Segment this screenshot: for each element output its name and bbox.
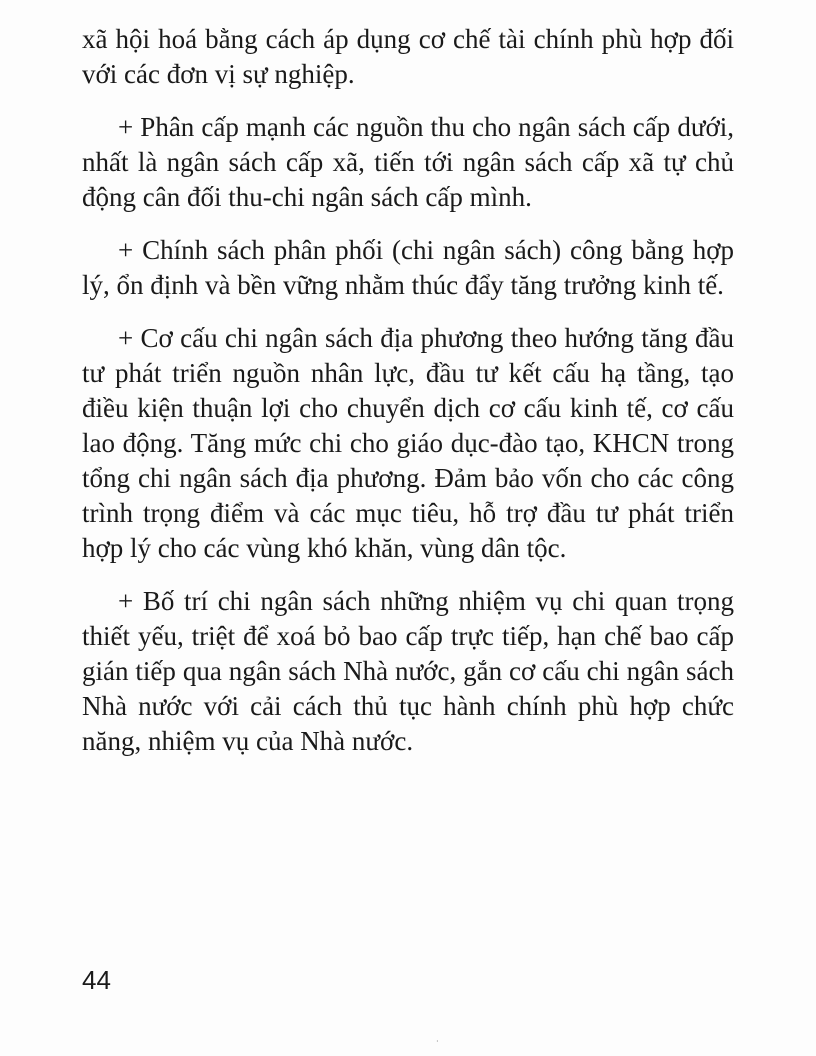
body-text — [82, 22, 734, 777]
paragraph-revenue-decentralization: + Phân cấp mạnh các nguồn thu cho ngân sách cấp dưới, nhất là ngân sách cấp xã, tiến tới ngân sách cấp xã tự chủ động cân đối thu-chi ngân sách cấp mình. — [82, 112, 734, 212]
paragraph-continuation: xã hội hoá bằng cách áp dụng cơ chế tài chính phù hợp đối với các đơn vị sự nghiệp. — [82, 24, 734, 89]
page-number: 44 — [82, 965, 111, 995]
scan-speck: · — [436, 1037, 439, 1046]
paragraph-spending-allocation: + Bố trí chi ngân sách những nhiệm vụ chi quan trọng thiết yếu, triệt để xoá bỏ bao cấp trực tiếp, hạn chế bao cấp gián tiếp qua ngân sách Nhà nước, gắn cơ cấu chi ngân sách Nhà nước với cải cách thủ tục hành chính phù hợp chức năng, nhiệm vụ của Nhà nước. — [82, 586, 734, 756]
paragraph-local-spending-structure: + Cơ cấu chi ngân sách địa phương theo hướng tăng đầu tư phát triển nguồn nhân lực, đầu tư kết cấu hạ tầng, tạo điều kiện thuận lợi cho chuyển dịch cơ cấu kinh tế, cơ cấu lao động. Tăng mức chi cho giáo dục-đào tạo, KHCN trong tổng chi ngân sách địa phương. Đảm bảo vốn cho các công trình trọng điểm và các mục tiêu, hỗ trợ đầu tư phát triển hợp lý cho các vùng khó khăn, vùng dân tộc. — [82, 323, 734, 563]
paragraph-distribution-policy: + Chính sách phân phối (chi ngân sách) công bằng hợp lý, ổn định và bền vững nhằm thúc đẩy tăng trưởng kinh tế. — [82, 235, 734, 300]
